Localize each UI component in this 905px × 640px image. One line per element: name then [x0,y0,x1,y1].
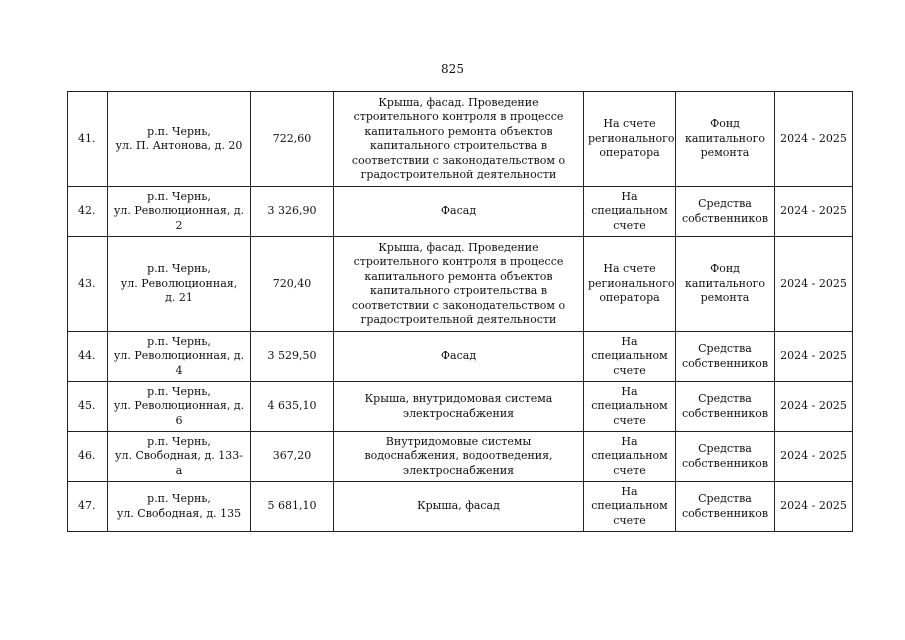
address-cell [108,482,251,532]
work-type-cell: Внутридомовые системы водоснабжения, водоотведения, электроснабжения [334,432,584,482]
account-type-cell: На специальном счете [584,382,676,432]
area-cell: 4 635,10 [251,382,334,432]
address-line: ул. Революционная, д. 4 [113,349,245,377]
work-type-cell: Фасад [334,187,584,237]
period-cell: 2024 - 2025 [775,482,853,532]
work-type-cell: Крыша, фасад. Проведение строительного контроля в процессе капитального ремонта объектов капитального строительства в соответствии с законодательством о градостроительной деятельности [334,92,584,187]
row-number-cell: 44. [68,332,108,382]
table-row [68,237,853,332]
work-type-cell: Крыша, фасад. Проведение строительного контроля в процессе капитального ремонта объектов капитального строительства в соответствии с законодательством о градостроительной деятельности [334,237,584,332]
address-line: р.п. Чернь, [147,492,211,505]
table-row [68,482,853,532]
period-cell: 2024 - 2025 [775,382,853,432]
work-type-cell: Крыша, внутридомовая система электроснабжения [334,382,584,432]
funding-source-cell: Средства собственников [676,332,775,382]
account-type-cell: На специальном счете [584,432,676,482]
address-line: р.п. Чернь, [147,434,211,448]
table-row [68,382,853,432]
funding-source-cell: Средства собственников [676,382,775,432]
row-number-cell: 46. [68,432,108,482]
area-cell: 722,60 [251,92,334,187]
work-type-cell: Крыша, фасад [334,482,584,532]
address-cell [108,92,251,187]
account-type-cell: На специальном счете [584,332,676,382]
address-cell [108,432,251,482]
address-line: р.п. Чернь, [147,124,211,138]
area-cell: 5 681,10 [251,482,334,532]
table-row [68,187,853,237]
account-type-cell: На счете регионального оператора [584,237,676,332]
row-number-cell: 45. [68,382,108,432]
table-row [68,332,853,382]
address-line: ул. Революционная, [120,276,238,290]
address-cell [108,332,251,382]
row-number-cell: 43. [68,237,108,332]
period-cell: 2024 - 2025 [775,187,853,237]
area-cell: 3 326,90 [251,187,334,237]
table-row [68,92,853,187]
address-cell [108,382,251,432]
address-cell [108,237,251,332]
address-line: р.п. Чернь, [147,189,211,203]
address-line: р.п. Чернь, [147,334,211,348]
address-line: ул. Свободная, д. 135 [116,506,242,520]
period-cell: 2024 - 2025 [775,432,853,482]
funding-source-cell: Средства собственников [676,187,775,237]
area-cell: 720,40 [251,237,334,332]
address-line: ул. Революционная, д. 2 [113,204,245,232]
address-line: ул. Революционная, д. 6 [113,399,245,427]
row-number-cell: 42. [68,187,108,237]
table-row [68,432,853,482]
address-line: ул. П. Антонова, д. 20 [115,139,243,152]
address-cell [108,187,251,237]
address-line: р.п. Чернь, [147,384,211,398]
repair-schedule-table [67,91,853,532]
page-number: 825 [441,62,464,76]
funding-source-cell: Средства собственников [676,432,775,482]
funding-source-cell: Средства собственников [676,482,775,532]
account-type-cell: На специальном счете [584,187,676,237]
period-cell: 2024 - 2025 [775,92,853,187]
account-type-cell: На счете регионального оператора [584,92,676,187]
funding-source-cell: Фонд капитального ремонта [676,237,775,332]
work-type-cell: Фасад [334,332,584,382]
row-number-cell: 41. [68,92,108,187]
table-body [68,92,853,532]
address-line: ул. Свободная, д. 133-а [114,449,243,477]
account-type-cell: На специальном счете [584,482,676,532]
address-line: р.п. Чернь, [147,262,211,276]
period-cell: 2024 - 2025 [775,237,853,332]
area-cell: 3 529,50 [251,332,334,382]
row-number-cell: 47. [68,482,108,532]
address-line: д. 21 [165,291,193,305]
area-cell: 367,20 [251,432,334,482]
period-cell: 2024 - 2025 [775,332,853,382]
funding-source-cell: Фонд капитального ремонта [676,92,775,187]
